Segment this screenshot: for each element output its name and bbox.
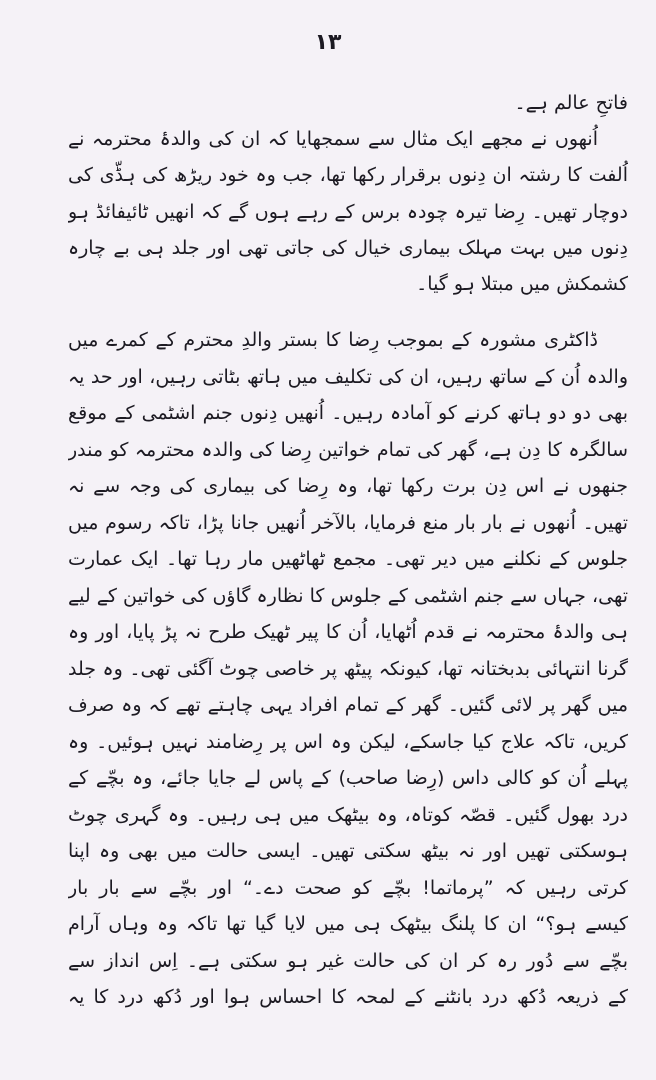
- text-line: تھیں۔ اُنھوں نے بار بار منع فرمایا، بالآخر اُنھیں جانا پڑا، تاکہ رسوم میں: [68, 512, 628, 534]
- text-line: تھی، جہاں سے جنم اشٹمی کے جلوس کا نظارہ گاؤں کی خواتین کے لیے: [68, 585, 628, 607]
- text-line: کرتی رہیں کہ ”پرماتما! بچّے کو صحت دے۔“ اور بچّے سے بار بار: [68, 877, 628, 899]
- text-line: کشمکش میں مبتلا ہو گیا۔: [416, 273, 628, 295]
- text-line: جنھوں نے اس دِن برت رکھا تھا، وہ رِضا کی بیماری کی وجہ سے نہ: [68, 475, 628, 497]
- text-line: ہی والدۂ محترمہ نے قدم اُٹھایا، اُن کا پیر ٹھیک طرح نہ پڑ پایا، اور وہ: [68, 621, 628, 643]
- text-line: جلوس کے نکلنے میں دیر تھی۔ مجمع ٹھاٹھیں مار رہا تھا۔ ایک عمارت: [68, 548, 628, 570]
- text-line: ہوسکتی تھیں اور نہ بیٹھ سکتی تھیں۔ ایسی حالت میں بھی وہ اپنا: [68, 840, 628, 862]
- text-line: کریں، تاکہ علاج کیا جاسکے، لیکن وہ اس پر رِضامند نہیں ہوئیں۔ وہ: [68, 731, 628, 753]
- text-line: اُلفت کا رشتہ ان دِنوں برقرار رکھا تھا، جب وہ خود ریڑھ کی ہڈّی کی: [68, 164, 628, 186]
- text-line: ڈاکٹری مشورہ کے بموجب رِضا کا بستر والدِ محترم کے کمرے میں: [68, 329, 598, 351]
- text-line: فاتحِ عالم ہے۔: [514, 92, 628, 114]
- text-line: پہلے اُن کو کالی داس (رِضا صاحب) کے پاس لے جایا جائے، وہ بچّے کے: [68, 767, 628, 789]
- text-line: کیسے ہو؟“ ان کا پلنگ بیٹھک ہی میں لایا گیا تھا تاکہ وہ وہاں آرام: [68, 913, 628, 935]
- text-line: میں گھر پر لائی گئیں۔ گھر کے تمام افراد یہی چاہتے تھے کہ وہ صرف: [68, 694, 628, 716]
- text-line: دوچار تھیں۔ رِضا تیرہ چودہ برس کے رہے ہوں گے کہ انھیں ٹائیفائڈ ہو: [68, 201, 628, 223]
- text-line: درد بھول گئیں۔ قصّہ کوتاہ، وہ بیٹھک میں ہی رہیں۔ وہ گہری چوٹ: [68, 804, 628, 826]
- text-line: بھی دو دو ہاتھ کرنے کو آمادہ رہیں۔ اُنھیں دِنوں جنم اشٹمی کے موقع: [68, 402, 628, 424]
- text-line: دِنوں میں بہت مہلک بیماری خیال کی جاتی تھی اور جلد ہی بے چارہ: [68, 237, 628, 259]
- text-line: اُنھوں نے مجھے ایک مثال سے سمجھایا کہ ان کی والدۂ محترمہ نے: [68, 128, 598, 150]
- text-line: سالگرہ کا دِن ہے، گھر کی تمام خواتین رِضا کی والدہ محترمہ کو مندر: [68, 439, 628, 461]
- text-line: والدہ اُن کے ساتھ رہیں، ان کی تکلیف میں ہاتھ بٹاتی رہیں، اور حد یہ: [68, 366, 628, 388]
- text-line: گرنا انتہائی بدبختانہ تھا، کیونکہ پیٹھ پر خاصی چوٹ آگئی تھی۔ وہ جلد: [68, 658, 628, 680]
- text-line: کے ذریعہ دُکھ درد بانٹنے کے لمحہ کا احساس ہوا اور دُکھ درد کا یہ: [68, 986, 628, 1008]
- page-number: ۱۳: [314, 30, 342, 55]
- text-line: بچّے سے دُور رہ کر ان کی حالت غیر ہو سکتی ہے۔ اِس انداز سے: [68, 950, 628, 972]
